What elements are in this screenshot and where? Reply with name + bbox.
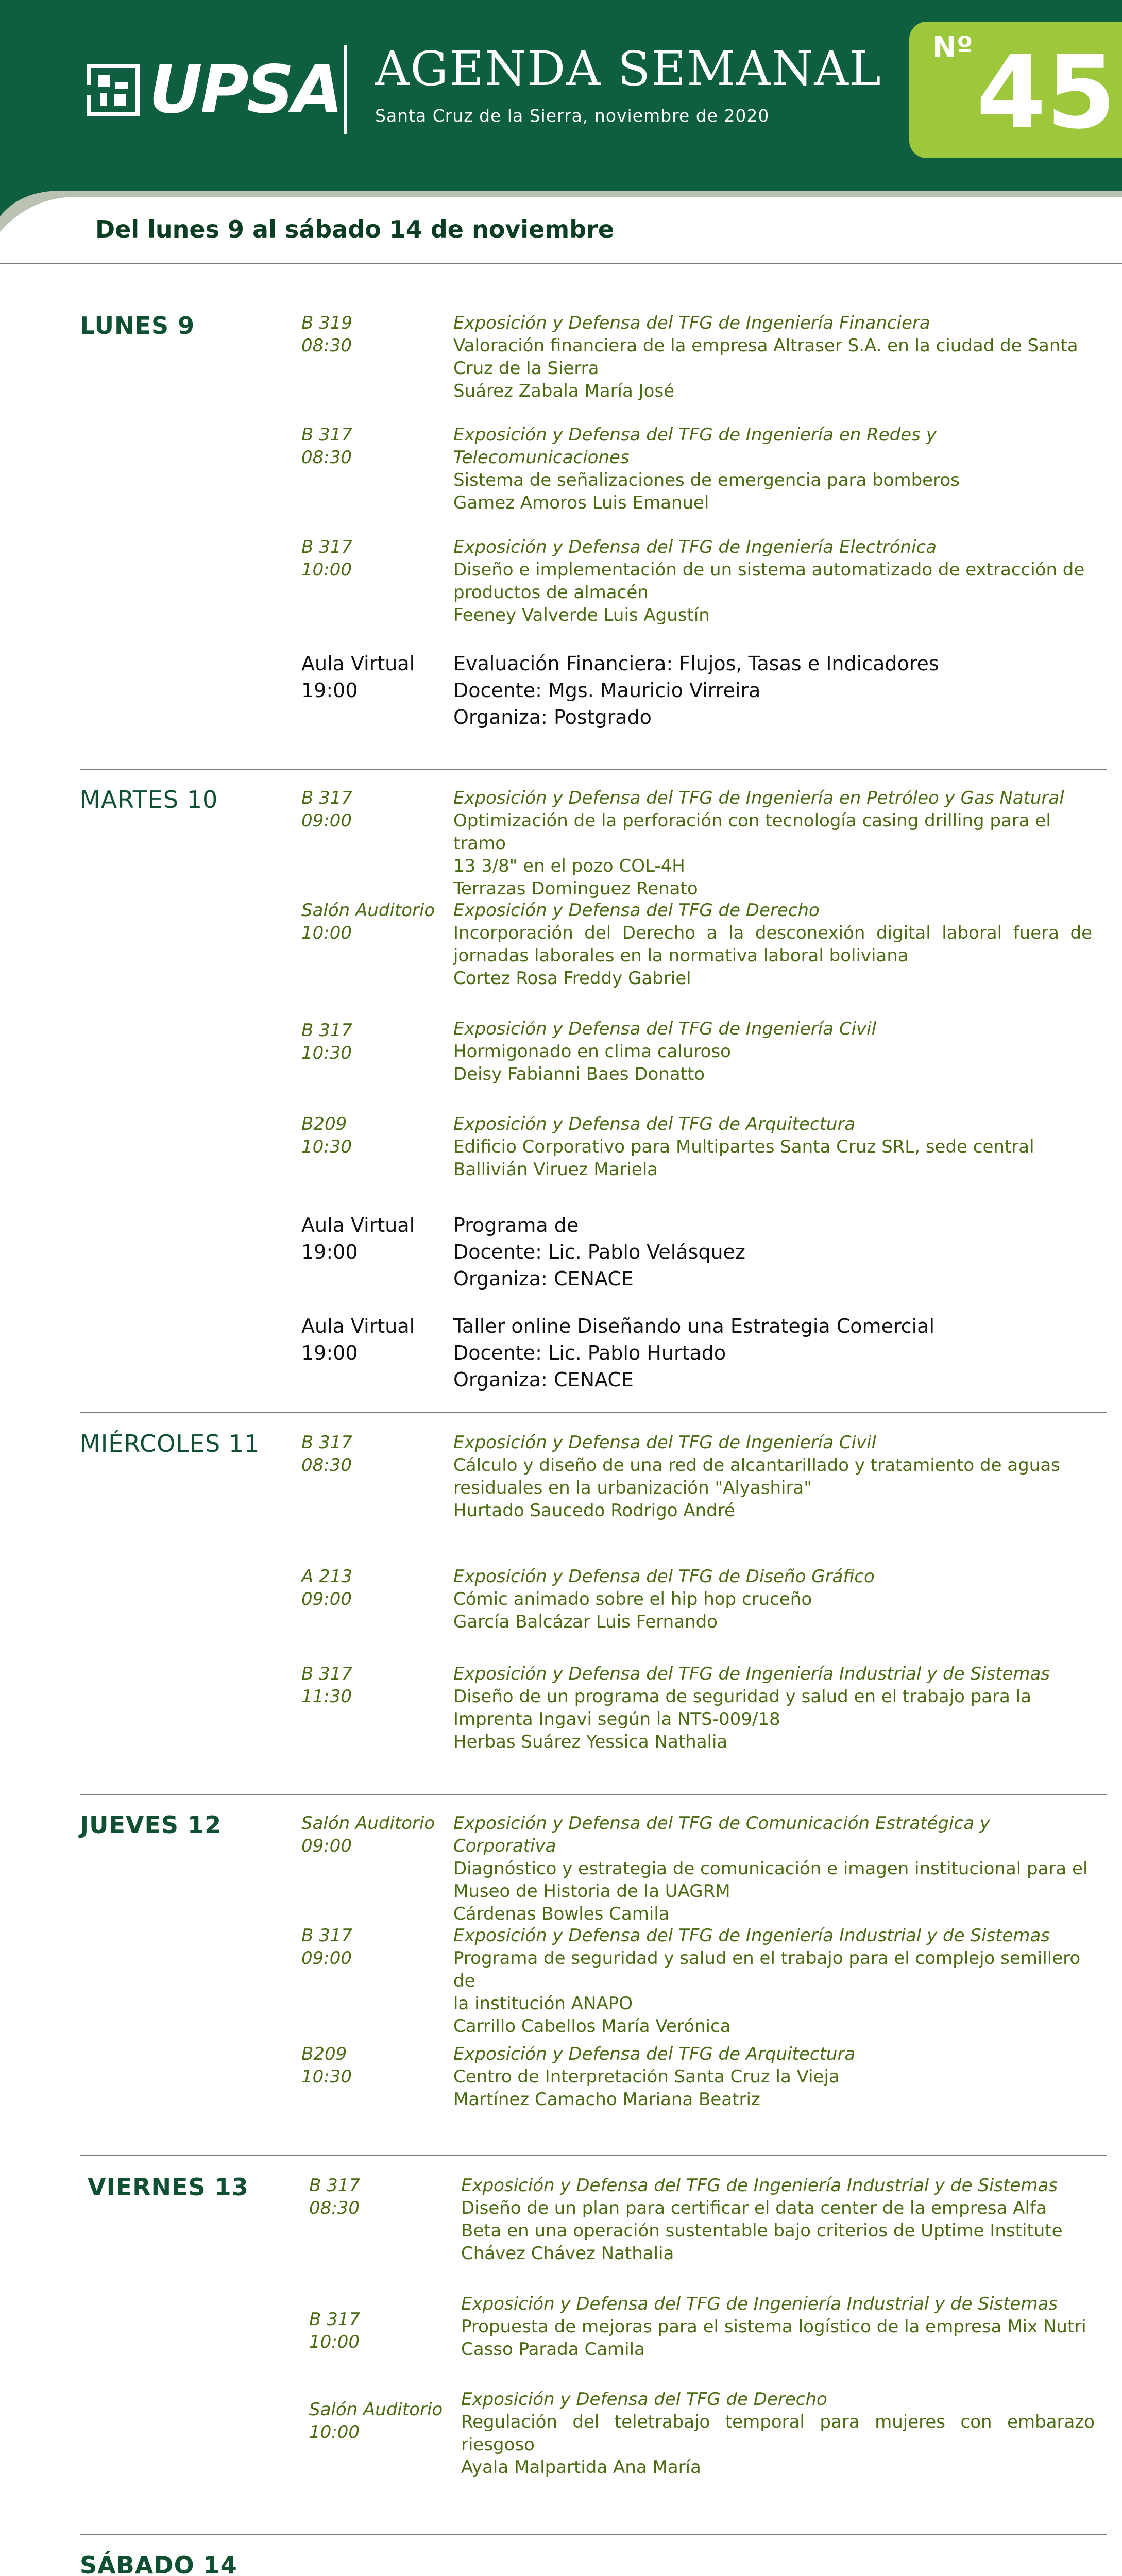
date-range: Del lunes 9 al sábado 14 de noviembre xyxy=(95,215,615,243)
event-details xyxy=(461,2293,1095,2361)
event-presenter: Ayala Malpartida Ana María xyxy=(461,2457,701,2478)
event-presenter: Feeney Valverde Luis Agustín xyxy=(453,605,710,625)
event-presenter: Cortez Rosa Freddy Gabriel xyxy=(453,968,691,989)
event-presenter: Cárdenas Bowles Camila xyxy=(453,1904,670,1924)
upsa-logo-text: UPSA xyxy=(149,52,341,128)
event-organizer: Organiza: CENACE xyxy=(453,1267,634,1290)
event-description: riesgoso xyxy=(461,2434,535,2455)
event-meta xyxy=(301,1113,352,1158)
event-title: Exposición y Defensa del TFG de Ingeniería Civil xyxy=(453,1019,877,1039)
event-title: Exposición y Defensa del TFG de Diseño Gráfico xyxy=(453,1566,875,1587)
event-description: Programa de seguridad y salud en el trabajo para el complejo semillero de xyxy=(453,1948,1081,1991)
event-room: B 317 xyxy=(301,1664,353,1684)
event-meta xyxy=(301,1019,352,1064)
event-room: B 317 xyxy=(301,425,353,445)
day-divider xyxy=(80,1412,1107,1413)
event-title: Taller online Diseñando una Estrategia Comercial xyxy=(453,1315,935,1337)
event-description: Cálculo y diseño de una red de alcantarillado y tratamiento de aguas xyxy=(453,1455,1060,1476)
event-details xyxy=(453,650,1092,731)
event-details xyxy=(453,536,1092,626)
day-divider xyxy=(80,1794,1107,1795)
event-room: Aula Virtual xyxy=(301,652,415,675)
event-meta xyxy=(301,787,352,832)
event-meta xyxy=(301,1431,352,1477)
event-presenter: Hurtado Saucedo Rodrigo André xyxy=(453,1500,735,1521)
event-time: 08:30 xyxy=(301,447,352,468)
event-details xyxy=(453,1018,1092,1086)
event-presenter: Gamez Amoros Luis Emanuel xyxy=(453,493,709,513)
event-description: Cómic animado sobre el hip hop cruceño xyxy=(453,1589,812,1609)
event-description: Diseño e implementación de un sistema automatizado de extracción de xyxy=(453,560,1085,580)
event-details xyxy=(453,1565,1092,1633)
event-presenter: Deisy Fabianni Baes Donatto xyxy=(453,1064,705,1084)
event-description: productos de almacén xyxy=(453,582,649,603)
event-description: la institución ANAPO xyxy=(453,1993,633,2014)
event-meta xyxy=(309,2398,443,2444)
event-room: Salón Auditorio xyxy=(301,1813,435,1834)
event-title: Evaluación Financiera: Flujos, Tasas e Indicadores xyxy=(453,652,939,675)
event-room: B 317 xyxy=(309,2175,361,2196)
issue-number: 45 xyxy=(976,34,1116,151)
day-label-miercoles: MIÉRCOLES 11 xyxy=(80,1430,260,1458)
event-time: 11:30 xyxy=(301,1686,352,1707)
event-meta xyxy=(301,1565,352,1611)
header-divider xyxy=(344,45,347,134)
event-description: Diseño de un plan para certificar el data center de la empresa Alfa xyxy=(461,2198,1047,2218)
event-description: Museo de Historia de la UAGRM xyxy=(453,1881,730,1902)
event-time: 09:00 xyxy=(301,810,352,831)
event-meta xyxy=(301,1812,435,1857)
event-description: Propuesta de mejoras para el sistema logístico de la empresa Mix Nutri xyxy=(461,2316,1086,2337)
day-label-lunes: LUNES 9 xyxy=(80,312,195,340)
event-meta xyxy=(301,2043,352,2088)
day-divider xyxy=(80,2534,1107,2535)
event-time: 08:30 xyxy=(301,1455,352,1476)
event-meta xyxy=(301,899,435,944)
event-title: Exposición y Defensa del TFG de Ingeniería Electrónica xyxy=(453,537,937,557)
event-description: Centro de Interpretación Santa Cruz la Vieja xyxy=(453,2066,840,2087)
event-description: Beta en una operación sustentable bajo criterios de Uptime Institute xyxy=(461,2221,1063,2241)
event-room: B209 xyxy=(301,1114,347,1134)
event-room: A 213 xyxy=(301,1566,352,1587)
event-room: Aula Virtual xyxy=(301,1315,415,1337)
event-title: Exposición y Defensa del TFG de Ingeniería Civil xyxy=(453,1432,877,1453)
event-room: B209 xyxy=(301,2044,347,2064)
event-title: Exposición y Defensa del TFG de Ingeniería en Petróleo y Gas Natural xyxy=(453,788,1064,808)
event-details xyxy=(453,2043,1097,2111)
event-room: B 317 xyxy=(301,1432,353,1453)
event-time: 09:00 xyxy=(301,1589,352,1609)
event-presenter: Casso Parada Camila xyxy=(461,2339,645,2360)
event-title: Exposición y Defensa del TFG de Ingeniería Industrial y de Sistemas xyxy=(453,1925,1050,1946)
event-details xyxy=(453,1212,1092,1292)
event-organizer: Organiza: CENACE xyxy=(453,1368,634,1391)
event-presenter: Ballivián Viruez Mariela xyxy=(453,1159,658,1180)
event-meta xyxy=(309,2308,360,2353)
event-instructor: Docente: Lic. Pablo Velásquez xyxy=(453,1241,745,1263)
event-description: Hormigonado en clima caluroso xyxy=(453,1041,731,1062)
event-meta xyxy=(301,423,352,469)
event-meta xyxy=(301,1924,352,1970)
page-subtitle: Santa Cruz de la Sierra, noviembre de 2020 xyxy=(375,106,770,126)
event-details xyxy=(453,1663,1092,1753)
event-time: 10:30 xyxy=(301,2066,352,2087)
event-presenter: Herbas Suárez Yessica Nathalia xyxy=(453,1732,728,1752)
event-description: Diseño de un programa de seguridad y salud en el trabajo para la xyxy=(453,1686,1031,1707)
event-meta xyxy=(309,2174,360,2219)
event-room: B 317 xyxy=(309,2309,361,2330)
event-organizer: Organiza: Postgrado xyxy=(453,706,652,728)
event-title: Exposición y Defensa del TFG de Ingeniería Financiera xyxy=(453,313,930,333)
event-meta xyxy=(301,1212,415,1265)
event-description: Cruz de la Sierra xyxy=(453,358,599,379)
event-time: 08:30 xyxy=(309,2198,360,2218)
event-instructor: Docente: Lic. Pablo Hurtado xyxy=(453,1342,726,1364)
event-details xyxy=(453,1313,1092,1393)
day-divider xyxy=(80,769,1107,770)
event-title: Exposición y Defensa del TFG de Ingeniería Industrial y de Sistemas xyxy=(461,2175,1058,2196)
event-details xyxy=(453,1924,1097,2038)
event-title: Exposición y Defensa del TFG de Ingeniería en Redes y xyxy=(453,425,937,445)
event-description: residuales en la urbanización "Alyashira" xyxy=(453,1478,812,1498)
event-description: Diagnóstico y estrategia de comunicación e imagen institucional para el xyxy=(453,1858,1088,1879)
event-details xyxy=(453,899,1092,990)
event-description: Sistema de señalizaciones de emergencia para bomberos xyxy=(453,470,960,490)
event-time: 08:30 xyxy=(301,335,352,356)
page-title: AGENDA SEMANAL xyxy=(375,41,882,96)
event-title: Exposición y Defensa del TFG de Arquitectura xyxy=(453,1114,856,1134)
event-presenter: Chávez Chávez Nathalia xyxy=(461,2243,674,2264)
event-title: Telecomunicaciones xyxy=(453,447,630,468)
event-details xyxy=(453,1812,1097,1925)
event-description: Regulación del teletrabajo temporal para mujeres con embarazo xyxy=(461,2412,1095,2432)
event-meta xyxy=(301,536,352,581)
event-room: B 319 xyxy=(301,313,353,333)
event-title: Exposición y Defensa del TFG de Comunicación Estratégica y Corporativa xyxy=(453,1813,990,1856)
event-details xyxy=(453,423,1092,514)
upsa-logo-icon xyxy=(85,62,142,118)
event-time: 19:00 xyxy=(301,1241,358,1263)
event-description: Imprenta Ingavi según la NTS-009/18 xyxy=(453,1709,780,1730)
upsa-logo[interactable] xyxy=(85,52,341,128)
event-presenter: García Balcázar Luis Fernando xyxy=(453,1612,718,1632)
event-room: Aula Virtual xyxy=(301,1214,415,1236)
divider xyxy=(0,263,1122,264)
event-time: 09:00 xyxy=(301,1836,352,1856)
event-meta xyxy=(301,1313,415,1366)
day-divider xyxy=(80,2155,1107,2156)
event-title: Exposición y Defensa del TFG de Derecho xyxy=(461,2389,827,2410)
event-title: Exposición y Defensa del TFG de Arquitectura xyxy=(453,2044,856,2064)
event-title: Exposición y Defensa del TFG de Ingeniería Industrial y de Sistemas xyxy=(453,1664,1050,1684)
event-presenter: Martínez Camacho Mariana Beatriz xyxy=(453,2089,760,2110)
event-room: B 317 xyxy=(301,788,353,808)
event-time: 10:30 xyxy=(301,1137,352,1157)
event-time: 10:00 xyxy=(309,2422,360,2443)
event-description: Incorporación del Derecho a la desconexión digital laboral fuera de xyxy=(453,923,1092,943)
event-meta xyxy=(301,650,415,704)
day-label-sabado: SÁBADO 14 xyxy=(80,2551,237,2576)
event-details xyxy=(453,787,1092,900)
event-room: B 317 xyxy=(301,1925,353,1946)
event-presenter: Suárez Zabala María José xyxy=(453,381,675,401)
event-instructor: Docente: Mgs. Mauricio Virreira xyxy=(453,679,761,702)
event-room: Salón Auditorio xyxy=(301,900,435,921)
event-time: 10:00 xyxy=(301,560,352,580)
event-meta xyxy=(301,312,352,357)
day-label-martes: MARTES 10 xyxy=(80,786,218,814)
issue-label: Nº xyxy=(932,31,973,64)
event-description: 13 3/8" en el pozo COL-4H xyxy=(453,856,685,876)
event-room: B 317 xyxy=(301,537,353,557)
event-time: 10:30 xyxy=(301,1043,352,1063)
event-room: Salón Auditorio xyxy=(309,2399,443,2420)
event-details xyxy=(461,2174,1095,2265)
event-meta xyxy=(301,1663,352,1708)
event-description: jornadas laborales en la normativa laboral boliviana xyxy=(453,945,909,966)
event-time: 19:00 xyxy=(301,1342,358,1364)
event-presenter: Terrazas Dominguez Renato xyxy=(453,878,698,899)
event-title: Exposición y Defensa del TFG de Derecho xyxy=(453,900,820,921)
event-details xyxy=(461,2388,1095,2479)
event-description: Valoración financiera de la empresa Altraser S.A. en la ciudad de Santa xyxy=(453,335,1078,356)
event-title: Programa de xyxy=(453,1214,579,1236)
event-time: 09:00 xyxy=(301,1948,352,1969)
event-time: 19:00 xyxy=(301,679,358,702)
event-details xyxy=(453,1113,1092,1181)
event-time: 10:00 xyxy=(309,2332,360,2352)
event-time: 10:00 xyxy=(301,923,352,943)
event-title: Exposición y Defensa del TFG de Ingeniería Industrial y de Sistemas xyxy=(461,2294,1058,2314)
event-room: B 317 xyxy=(301,1020,353,1041)
event-details xyxy=(453,312,1092,402)
event-description: Edificio Corporativo para Multipartes Santa Cruz SRL, sede central xyxy=(453,1137,1034,1157)
event-details xyxy=(453,1431,1092,1522)
day-label-viernes: VIERNES 13 xyxy=(88,2173,249,2201)
day-label-jueves: JUEVES 12 xyxy=(80,1811,222,1839)
event-presenter: Carrillo Cabellos María Verónica xyxy=(453,2016,731,2037)
event-description: Optimización de la perforación con tecnología casing drilling para el tramo xyxy=(453,810,1051,854)
